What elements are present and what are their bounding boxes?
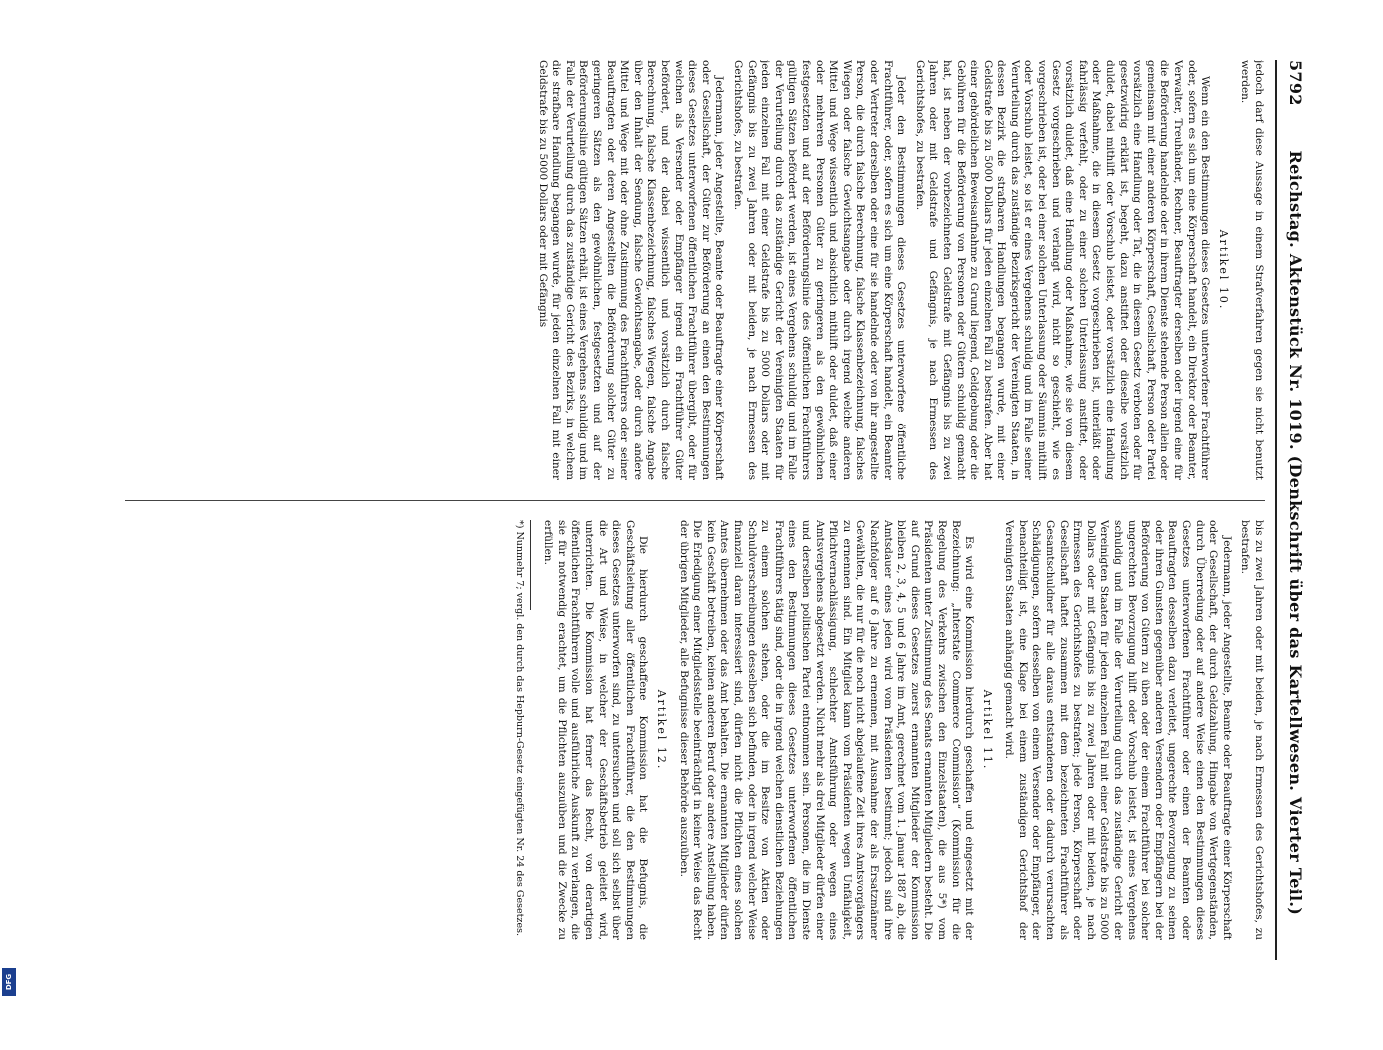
jedermann-paragraph: Jedermann, jeder Angestellte, Beamte oder Beauftragte einer Körperschaft oder Gesellschaft, der durch Geldzahlung, Hingabe von Wertgegenständen, durch Überredung oder auf andere Weise einen den Bestimmungen dieses Gesetzes unterworfenen Frachtführer oder einen der Beamten oder Beauftragten desselben dazu verleitet, ungerechte Bevorzugung zu seinen oder ihren Gunsten gegenüber anderen Versendern oder Empfängern bei der Beförderung von Gütern zu üben oder der einem Frachtführer bei solcher ungerechten Bevorzugung hilft oder Vorschub leistet, ist eines Vergehens schuldig und im Falle der Verurteilung durch das zuständige Gericht der Vereinigten Staaten für jeden einzelnen Fall mit einer Geldstrafe bis zu 5000 Dollars oder mit Gefängnis bis zu zwei Jahren oder mit beiden, je nach Ermessen des Gerichtshofes zu bestrafen; jede Person, Körperschaft oder Gesellschaft haftet zusammen mit dem bezeichneten Frachtführer als Gesamtschuldner für alle daraus entstandenen oder dadurch verursachten Schädigungen, sofern desselben von einem Versender oder Empfänger, der benachteiligt ist, eine Klage bei einem zuständigen Gerichtshof der Vereinigten Staaten anhängig gemacht wird.: [1003, 520, 1233, 940]
article-10-heading: Artikel 10.: [1216, 229, 1230, 311]
header-rule: [1275, 60, 1277, 960]
page-number: 5792: [1286, 60, 1305, 106]
article-11-paragraph-1: Es wird eine Kommission hierdurch geschaffen und eingesetzt mit der Bezeichnung: „Interstate Commerce Commission“ (Kommission für die Regelung des Verkehrs zwischen den Einzelstaaten), die aus 5*) vom Präsidenten unter Zustimmung des Senats ernannten Mitgliedern besteht. Die auf Grund dieses Gesetzes zuerst ernannten Mitglieder der Kommission bleiben 2, 3, 4, 5 und 6 Jahre im Amt, gerechnet vom 1. Januar 1887 ab, die Amtsdauer eines jeden wird vom Präsidenten bestimmt; jedoch sind ihre Nachfolger auf 6 Jahre zu ernennen, mit Ausnahme der als Ersatzmänner Gewählten, die nur für die noch nicht abgelaufene Zeit ihres Amtsvorgängers zu ernennen sind. Ein Mitglied kann vom Präsidenten wegen Unfähigkeit, Pflichtvernachlässigung, schlechter Amtsführung oder wegen eines Amtsvergehens abgesetzt werden. Nicht mehr als drei Mitglieder dürfen einer und derselben politischen Partei entnommen sein. Personen, die im Dienste eines den Bestimmungen dieses Gesetzes unterworfenen öffentlichen Frachtführers tätig sind, oder die in irgend welchen dienstlichen Beziehungen zu einem solchen stehen, oder die im Besitze von Aktien oder Schuldverschreibungen desselben sich befinden, oder in irgend welcher Weise finanziell daran interessiert sind, dürfen nicht die Pflichten eines solchen Amtes übernehmen oder das Amt behalten. Die ernannten Mitglieder dürfen kein Geschäft betreiben, keinen anderen Beruf oder andere Anstellung haben. Die Erledigung einer Mitgliedsstelle beeinträchtigt in keiner Weise das Recht der übrigen Mitglieder, alle Befugnisse dieser Behörde auszuüben.: [677, 520, 976, 940]
article-12-heading: Artikel 12.: [655, 689, 669, 771]
column-divider: [125, 500, 1265, 501]
footnote-rule: [530, 520, 531, 610]
page-title: Reichstag. Aktenstück Nr. 1019. (Denkschrift über das Kartellwesen. Vierter Teil.): [1286, 150, 1305, 916]
article-10-paragraph-1: Wenn ein den Bestimmungen dieses Gesetzes unterworfener Frachtführer oder, sofern es sich um eine Körperschaft handelt, ein Direktor oder Beamter, Verwalter, Treuhänder, Rechner, Beauftragter derselben oder irgend eine für die Beförderung handelnde oder in ihrem Dienste stehende Person allein oder gemeinsam mit einer anderen Körperschaft, Gesellschaft, Person oder Partei vorsätzlich eine Handlung oder Tat, die in diesem Gesetz verboten oder für gesetzwidrig erklärt ist, begeht, dazu anstiftet oder dieselbe vorsätzlich duldet, dabei mithilft oder Vorschub leistet, oder vorsätzlich eine Handlung oder Maßnahme, die in diesem Gesetz vorgeschrieben ist, unterläßt oder fahrlässig verfehlt, oder zu einer solchen Unterlassung anstiftet, oder vorsätzlich duldet, daß eine Handlung oder Maßnahme, wie sie von diesem Gesetz vorgeschrieben und verlangt wird, nicht so geschieht, wie es vorgeschrieben ist, oder bei einer solchen Unterlassung oder Säumnis mithilft oder Vorschub leistet, so ist er eines Vergehens schuldig und im Falle seiner Verurteilung durch das zuständige Bezirksgericht der Vereinigten Staaten, in dessen Bezirk die strafbaren Handlungen begangen wurde, mit einer Geldstrafe bis zu 5000 Dollars für jeden einzelnen Fall zu bestrafen. Aber hat einer gehördelichen Beweisaufnahme zu Grund liegend, Geldgebung oder die Gebühren für die Beförderung von Personen oder Gütern schuldig gemacht hat, ist neben der vorbezeichneten Geldstrafe mit Gefängnis bis zu zwei Jahren oder mit Geldstrafe und Gefängnis, je nach Ermessen des Gerichtshofes, zu bestrafen.: [913, 60, 1212, 480]
article-12-paragraph-1: Die hierdurch geschaffene Kommission hat die Befugnis, die Geschäftsleitung aller öffentlichen Frachtführer, die den Bestimmungen dieses Gesetzes unterworfen sind, zu untersuchen und soll sich selbst über die Art und Weise, in welcher der Geschäftsbetrieb geleitet wird, unterrichten. Die Kommission hat ferner das Recht, von derartigen öffentlichen Frachtführern volle und ausführliche Auskunft zu verlangen, die sie für notwendig erachtet, um die Pflichten auszuüben und die Zwecke zu erfüllen.: [542, 520, 650, 940]
page-header: [1281, 60, 1305, 960]
right-column: [125, 520, 1265, 940]
article-11-heading: Artikel 11.: [980, 689, 994, 771]
dfg-logo-text: DFG: [5, 973, 13, 991]
article-10-paragraph-2: Jeder den Bestimmungen dieses Gesetzes unterworfene öffentliche Frachtführer, oder, sofern es sich um eine Körperschaft handelt, ein Beamter oder Vertreter derselben oder eine für sie handelnde oder von ihr angestellte Person, die durch falsche Berechnung, falsche Klassenbezeichnung, falsches Wiegen oder falsche Gewichtsangabe oder durch irgend welche anderen Mittel und Wege wissentlich und absichtlich mithilft oder duldet, daß einer oder mehreren Personen Güter zu geringeren als den gewöhnlichen festgesetzten und auf der Beförderungslinie des öffentlichen Frachtführers gültigen Sätzen befördert werden, ist eines Vergehens schuldig und im Falle der Verurteilung durch das zuständige Gericht der Vereinigten Staaten für jeden einzelnen Fall mit einer Geldstrafe bis zu 5000 Dollars oder mit Gefängnis bis zu zwei Jahren oder mit beiden, je nach Ermessen des Gerichtshofes, zu bestrafen.: [732, 60, 908, 480]
footnote: *) Nunmehr 7; vergl. den durch das Hepburn-Gesetz eingefügten Nr. 24 des Gesetzes.: [513, 520, 525, 936]
dfg-logo: [2, 968, 16, 996]
article-10-paragraph-3: Jedermann, jeder Angestellte, Beamte oder Beauftragte einer Körperschaft oder Gesellschaft, der Güter zur Beförderung an einen den Bestimmungen dieses Gesetzes unterworfenen öffentlichen Frachtführer übergibt, oder für welchen als Versender oder Empfänger irgend ein Frachtführer Güter befördert, und der dabei wissentlich und vorsätzlich durch falsche Berechnung, falsche Klassenbezeichnung, falsches Wiegen, falsche Angabe über den Inhalt der Sendung, falsche Gewichtsangabe, oder durch andere Mittel und Wege mit oder ohne Zustimmung des Frachtführers oder seiner Beauftragten oder deren Angestellten die Beförderung solcher Güter zu geringeren Sätzen als den gewöhnlichen, festgesetzten und auf der Beförderungslinie gültigen Sätzen erhält, ist eines Vergehens schuldig und im Falle der Verurteilung durch das zuständige Gericht des Bezirks, in welchem die strafbare Handlung begangen wurde, für jeden einzelnen Fall mit einer Geldstrafe bis zu 5000 Dollars oder mit Gefängnis: [536, 60, 726, 480]
intro-paragraph: jedoch darf diese Aussage in einem Strafverfahren gegen sie nicht benutzt werden.: [1239, 60, 1265, 480]
continuation-paragraph: bis zu zwei Jahren oder mit beiden, je nach Ermessen des Gerichtshofes, zu bestrafen.: [1239, 520, 1265, 940]
left-column: [125, 60, 1265, 480]
